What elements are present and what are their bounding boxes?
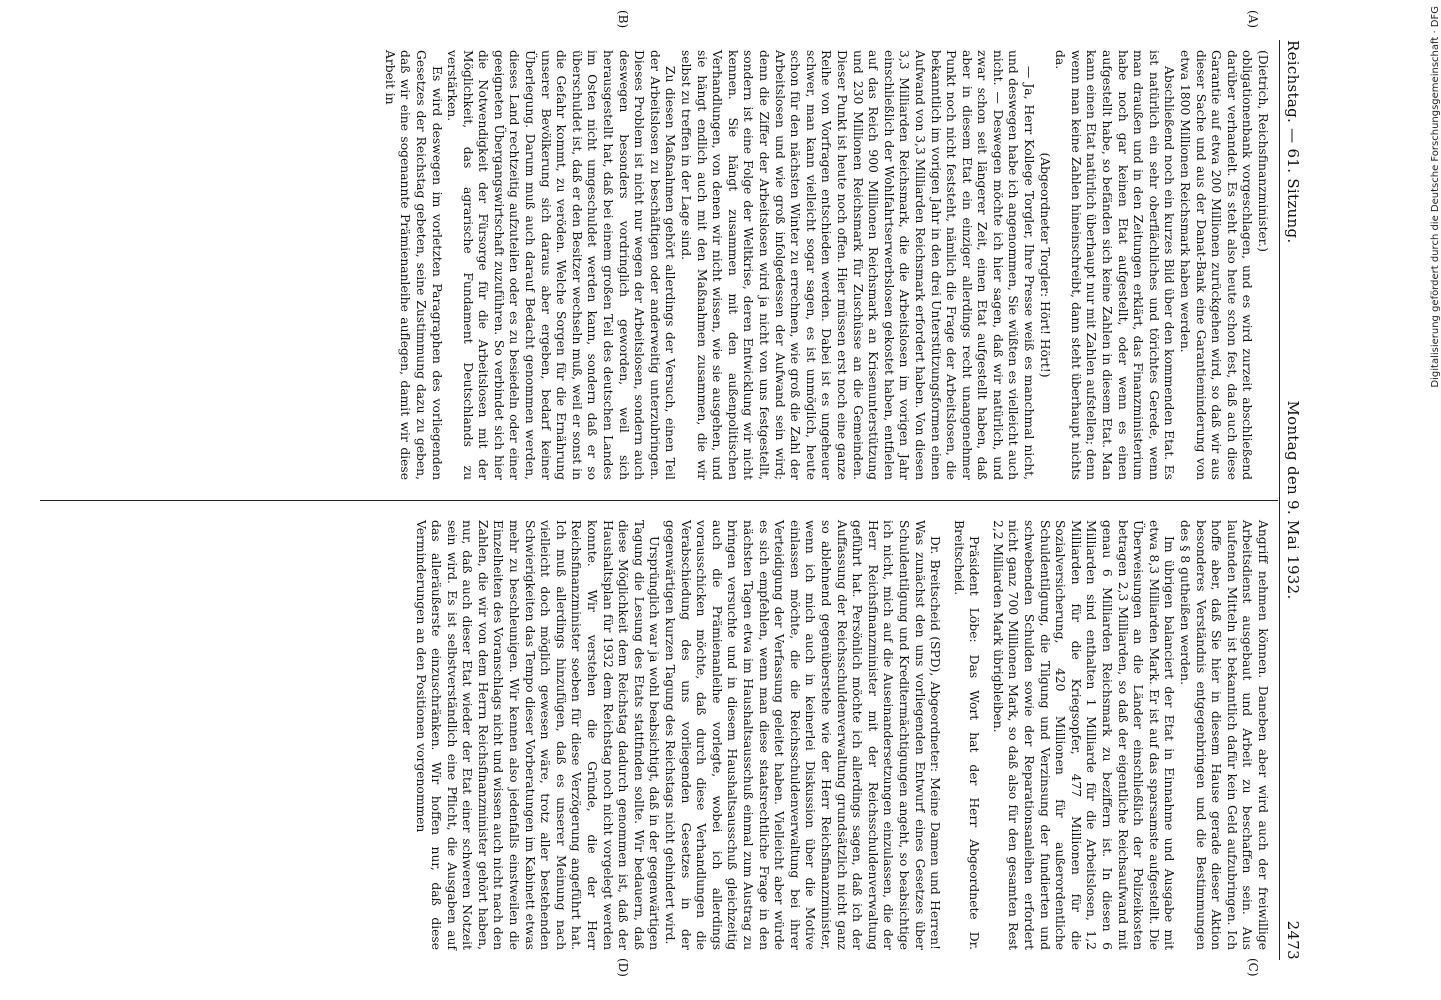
paragraph: — Ja, Herr Kollege Torgler, Ihre Presse weiß es manchmal nicht, und deswegen habe ich angenommen, Sie wüßten es vielleicht auch nicht. — Deswegen möchte ich hier sagen, daß wir natürlich, und zwar schon seit längerer Zeit, einen Etat aufgestellt haben, daß aber in diesem Etat ein einziger allerdings recht unangenehmer Punkt noch nicht feststeht, nämlich die Frage der Arbeitslosen, die bekanntlich im vorigen Jahr in den drei Unterstützungsformen einen Aufwand von 3,3 Milliarden Reichsmark erfordert haben. Von diesen 3,3 Milliarden Reichsmark, die die Arbeitslosen im vorigen Jahr einschließlich der Wohlfahrtserwerbslosen gekostet haben, entfielen auf das Reich 900 Millionen Reichsmark an Krisenunterstützung und 230 Millionen Reichsmark für Zuschüsse an die Gemeinden. Dieser Punkt ist heute noch offen. Hier müssen erst noch eine ganze Reihe von Vorfragen entschieden werden. Dabei ist es ungeheuer schwer, man kann vielleicht sogar sagen, es ist unmöglich, heute schon für den nächsten Winter zu errechnen, wie groß die Zahl der Arbeitslosen und wie groß infolgedessen der Aufwand sein wird; denn die Ziffer der Arbeitslosen wird ja nicht von uns festgestellt, sondern ist eine Folge der Weltkrise, deren Entwicklung wir nicht kennen. Sie hängt zusammen mit den außenpolitischen Verhandlungen, von denen wir nicht wissen, wie sie ausgehen, und sie hängt endlich auch mit den Maßnahmen zusammen, die wir selbst zu treffen in der Lage sind. xyxy=(679,50,1037,480)
paragraph: Abschließend noch ein kurzes Bild über den kommenden Etat. Es ist natürlich ein sehr oberflächliches und törichtes Gerede, wenn man draußen und in den Zeitungen erklärt, das Finanzministerium habe noch gar keinen Etat aufgestellt, oder wenn es einen aufgestellt habe, so befänden sich keine Zahlen in diesem Etat. Man kann einen Etat natürlich überhaupt nur mit Zahlen aufstellen; denn wenn man keine Zahlen hineinschreibt, dann steht überhaupt nichts da. xyxy=(1053,50,1177,480)
paragraph: Es wird deswegen im vorletzten Paragraphen des vorliegenden Gesetzes der Reichstag gebeten, seine Zustimmung dazu zu geben, daß wir eine sogenannte Prämienanleihe auflegen, damit wir diese Arbeit in xyxy=(382,50,444,480)
paragraph: Ursprünglich war ja wohl beabsichtigt, daß in der gegenwärtigen Tagung die Lesung des Etats stattfinden sollte. Wir bedauern, daß diese Möglichkeit dem Reichstag dadurch genommen ist, daß der Haushaltsplan für 1932 dem Reichstag noch nicht vorgelegt werden konnte. Wir verstehen die Gründe, die der Herr Reichsfinanzminister soeben für diese Verzögerung angeführt hat. Ich muß allerdings hinzufügen, daß es unserer Meinung nach vielleicht doch möglich gewesen wäre, trotz aller bestehenden Schwierigkeiten das Tempo dieser Vorberatungen im Kabinett etwas mehr zu beschleunigen. Wir kennen also jedenfalls einstweilen die Einzelheiten des Voranschlags nicht und wissen auch nicht nach den Zahlen, die wir von dem Herrn Reichsfinanzminister gehört haben, nur, daß auch dieser Etat wieder der Etat einer schweren Notzeit sein wird. Es ist selbstverständlich eine Pflicht, die Ausgaben auf das alleräußerste einzuschränken. Wir hoffen nur, daß diese Verminderungen an den Positionen vorgenommen xyxy=(413,520,662,950)
paragraph: Im übrigen balanciert der Etat in Einnahme und Ausgabe mit etwa 8,3 Milliarden Mark. Er ist auf das sparsamste aufgestellt. Die Überweisungen an die Länder einschließlich der Polizeikosten betragen 2,3 Milliarden, so daß der eigentliche Reichsaufwand mit genau 6 Milliarden Reichsmark zu beziffern ist. In diesen 6 Milliarden sind enthalten 1 Milliarde für die Arbeitslosen, 1,2 Milliarden für die Kriegsopfer, 477 Millionen für die Sozialversicherung, 420 Millionen für außerordentliche Schuldentilgung, die Tilgung und Verzinsung der fundierten und schwebenden Schulden sowie der Reparationsanleihen erfordert nicht ganz 700 Millionen Mark, so daß also für den gesamten Rest 2,2 Milliarden Mark übrigbleiben. xyxy=(990,520,1177,950)
speaker-line: (Dietrich, Reichsfinanzminister.) xyxy=(1256,50,1270,252)
margin-mark-b: (B) xyxy=(616,10,630,29)
paragraph: Angriff nehmen können. Daneben aber wird auch der freiwillige Arbeitsdienst ausgebaut und Arbeit zu beschaffen sein. Aus laufenden Mitteln ist bekanntlich dafür kein Geld aufzubringen. Ich hoffe aber, daß Sie hier in diesem Hause gerade dieser Aktion besonderes Verständnis entgegenbringen und die Bestimmungen des § 8 gutheißen werden. xyxy=(1178,520,1270,950)
paragraph: Zu diesen Maßnahmen gehört allerdings der Versuch, einen Teil der Arbeitslosen zu beschäftigen oder anderweitig unterzubringen. Dieses Problem ist nicht nur wegen der Arbeitslosen, sondern auch deswegen besonders vordringlich geworden, weil sich herausgestellt hat, daß bei einem großen Teil des deutschen Landes im Osten nicht umgeschuldet werden kann, sondern daß er so überschuldet ist, daß er den Besitzer wechseln muß, weil er sonst in die Gefahr kommt, zu veröden. Welche Sorgen für die Ernährung unserer Bevölkerung sich daraus aber ergeben, bedarf keiner Überlegung. Darum muß auch darauf Bedacht genommen werden, dieses Land rechtzeitig aufzuteilen oder es zu besiedeln oder einer geeigneten Übergangswirtschaft zuzuführen. So verbindet sich hier die Notwendigkeit der Fürsorge für die Arbeitslosen mit der Möglichkeit, das agrarische Fundament Deutschlands zu verstärken. xyxy=(445,50,678,480)
interjection: (Abgeordneter Torgler: Hört! Hört!) xyxy=(1037,152,1052,378)
left-text-column xyxy=(381,50,1270,480)
column-divider xyxy=(40,500,1278,501)
right-text-column xyxy=(412,520,1270,950)
margin-mark-d: (D) xyxy=(616,958,630,977)
paragraph: obligationenbank vorgeschlagen, und es wird zurzeit abschließend darüber verhandelt. Es steht also heute schon fest, daß auch diese Garantie auf etwa 200 Millionen zurückgehen wird, so daß wir aus dieser Sache und aus der Danat-Bank eine Garantieminderung von etwa 1800 Millionen Reichsmark haben werden. xyxy=(1178,50,1255,480)
president-line: Präsident Löbe: Das Wort hat der Herr Abgeordnete Dr. Breitscheid. xyxy=(951,520,982,950)
margin-mark-c: (C) xyxy=(1246,958,1260,977)
document-page xyxy=(20,0,1320,1000)
paragraph: Dr. Breitscheid (SPD), Abgeordneter: Meine Damen und Herren! Was zunächst den uns vorliegenden Entwurf eines Gesetzes über Schuldentilgung und Kreditermächtigungen angeht, so beabsichtige ich nicht, mich auf die Auseinandersetzungen einzulassen, die der Herr Reichsfinanzminister mit der Reichsschuldenverwaltung geführt hat. Persönlich möchte ich allerdings sagen, daß ich der Auffassung der Reichsschuldenverwaltung grundsätzlich nicht ganz so ablehnend gegenüberstehe wie der Herr Reichsfinanzminister, wenn ich mich auch in keinerlei Diskussion über die Motive einlassen möchte, die die Reichsschuldenverwaltung bei ihrer Verteidigung der Verfassung geleitet haben. Vielleicht aber würde es sich empfehlen, wenn man diese staatsrechtliche Frage in den nächsten Tagen etwa im Haushaltsausschuß einmal zum Austrag zu bringen versuchte und in diesem Haushaltsausschuß gleichzeitig auch die Prämienanleihe vorlegte, wobei ich allerdings vorausschicken möchte, daß durch diese Verhandlungen die Verabschiedung des uns vorliegenden Gesetzes in der gegenwärtigen kurzen Tagung des Reichstags nicht gehindert wird. xyxy=(663,520,943,950)
page-header xyxy=(1278,40,1302,960)
header-date: Montag den 9. Mai 1932. xyxy=(1284,400,1302,600)
header-rule xyxy=(1279,40,1280,960)
page-number: 2473 xyxy=(1284,920,1302,960)
digitization-credit: Digitalisierung gefördert durch die Deutsche Forschungsgemeinschaft · DFG xyxy=(1430,6,1441,388)
margin-mark-a: (A) xyxy=(1246,10,1260,29)
header-session: Reichstag. — 61. Sitzung. xyxy=(1284,40,1302,244)
